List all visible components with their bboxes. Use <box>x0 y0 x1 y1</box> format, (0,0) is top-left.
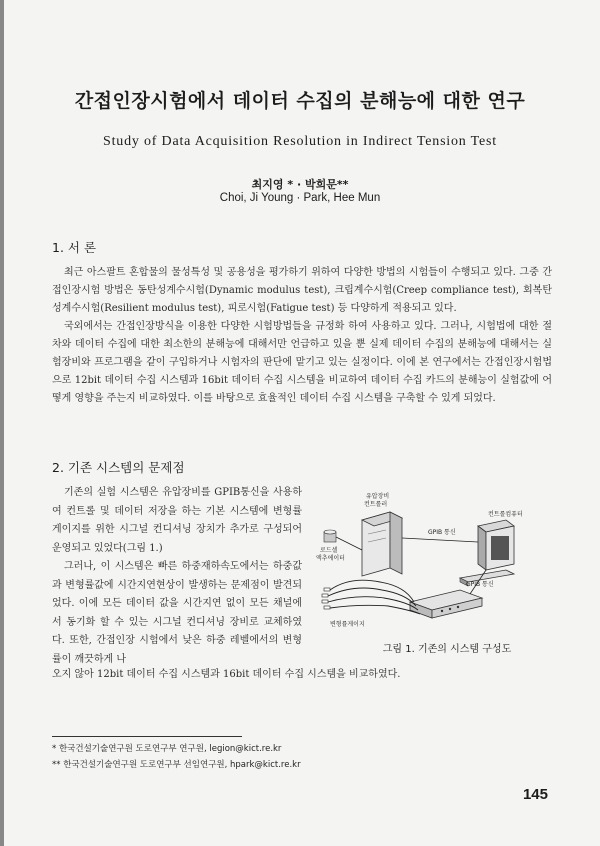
loadcell-label-2: 액추에이터 <box>316 555 345 562</box>
hydraulic-controller <box>362 512 402 576</box>
section-2-paragraph-end: 오지 않아 12bit 데이터 수집 시스템과 16bit 데이터 수집 시스템을 비교하였다. <box>52 669 401 680</box>
section-2-heading: 2. 기존 시스템의 문제점 <box>52 460 185 475</box>
scan-edge <box>0 0 4 846</box>
footnote-1: * 한국건설기술연구원 도로연구부 연구원, legion@kict.re.kr <box>52 744 282 754</box>
section-2-paragraph-2: 그러나, 이 시스템은 빠른 하중재하속도에서는 하중값과 변형률값에 시간지연현상이 발생하는 문제점이 발견되었다. 이에 모든 데이터 값을 시간지연 없이 모든 채널에서 동기화 할 수 있는 시그널 컨디셔닝 장비로 교체하였다. 또한, 간접인장 시험에서 낮은 하중 레벨에서의 변형률이 깨끗하게 나 <box>52 561 302 665</box>
paper-subtitle: Study of Data Acquisition Resolution in Indirect Tension Test <box>103 134 497 149</box>
section-2-column <box>52 484 302 669</box>
section-1-heading: 1. 서 론 <box>52 240 97 255</box>
authors-korean: 최지영 * · 박희문** <box>251 178 349 191</box>
signal-conditioner <box>410 590 482 618</box>
strain-gauges <box>322 588 330 609</box>
strain-gauge-cables <box>328 580 420 614</box>
section-1-paragraph-2: 국외에서는 간접인장방식을 이용한 다양한 시험방법들을 규정화 하여 사용하고 있다. 그러나, 시험법에 대한 절차와 데이터 수집에 대한 최소한의 분해능에 대해서만 언급하고 있을 뿐 실제 데이터 수집의 분해능에 대해서는 실험장비와 프로그램을 같이 구입하거나 시험자의 판단에 맡기고 있는 실정이다. 이에 본 연구에서는 간접인장시험법으로 12bit 데이터 수집 시스템과 16bit 데이터 수집 시스템을 비교하여 데이터 수집 카드의 분해능이 실험값에 어떻게 영향을 주는지 비교하였다. 이를 바탕으로 효율적인 데이터 수집 시스템을 구축할 수 있게 되었다. <box>52 321 552 404</box>
hydraulic-label-2: 컨트롤러 <box>364 501 388 508</box>
section-1-body <box>52 264 552 408</box>
footnote-rule <box>52 736 242 737</box>
system-diagram <box>310 490 550 640</box>
authors-english: Choi, Ji Young · Park, Hee Mun <box>219 192 381 204</box>
control-computer <box>460 520 514 586</box>
paper-title: 간접인장시험에서 데이터 수집의 분해능에 대한 연구 <box>74 90 526 112</box>
loadcell-label-1: 로드셀 <box>320 547 338 554</box>
page-number: 145 <box>522 786 548 803</box>
section-1-paragraph-1: 최근 아스팔트 혼합물의 물성특성 및 공용성을 평가하기 위하여 다양한 방법의 시험들이 수행되고 있다. 그중 간접인장시험 방법은 동탄성계수시험(Dynamic modulus test), 크립계수시험(Creep compliance test), 회복탄성계수시험(Resilient modulus test), 피로시험(Fatigue test) 등 다양하게 적용되고 있다. <box>52 267 552 314</box>
strain-gauge-label: 변형률게이지 <box>330 621 365 628</box>
computer-label: 컨트롤컴퓨터 <box>488 511 523 518</box>
gpib-link-top <box>402 538 478 542</box>
gpib-label-bottom: GPIB 통신 <box>466 581 494 588</box>
section-2-paragraph-1: 기존의 실험 시스템은 유압장비를 GPIB통신을 사용하여 컨트롤 및 데이터 저장을 하는 기본 시스템에 변형률 게이지를 위한 시그널 컨디셔닝 장치가 추가로 구성되어 운영되고 있었다(그림 1.) <box>52 487 302 554</box>
gpib-label-top: GPIB 통신 <box>428 529 456 536</box>
figure-caption: 그림 1. 기존의 시스템 구성도 <box>382 644 512 655</box>
footnote-2: ** 한국건설기술연구원 도로연구부 선임연구원, hpark@kict.re.kr <box>52 760 301 770</box>
hydraulic-label-1: 유압장비 <box>366 493 390 500</box>
